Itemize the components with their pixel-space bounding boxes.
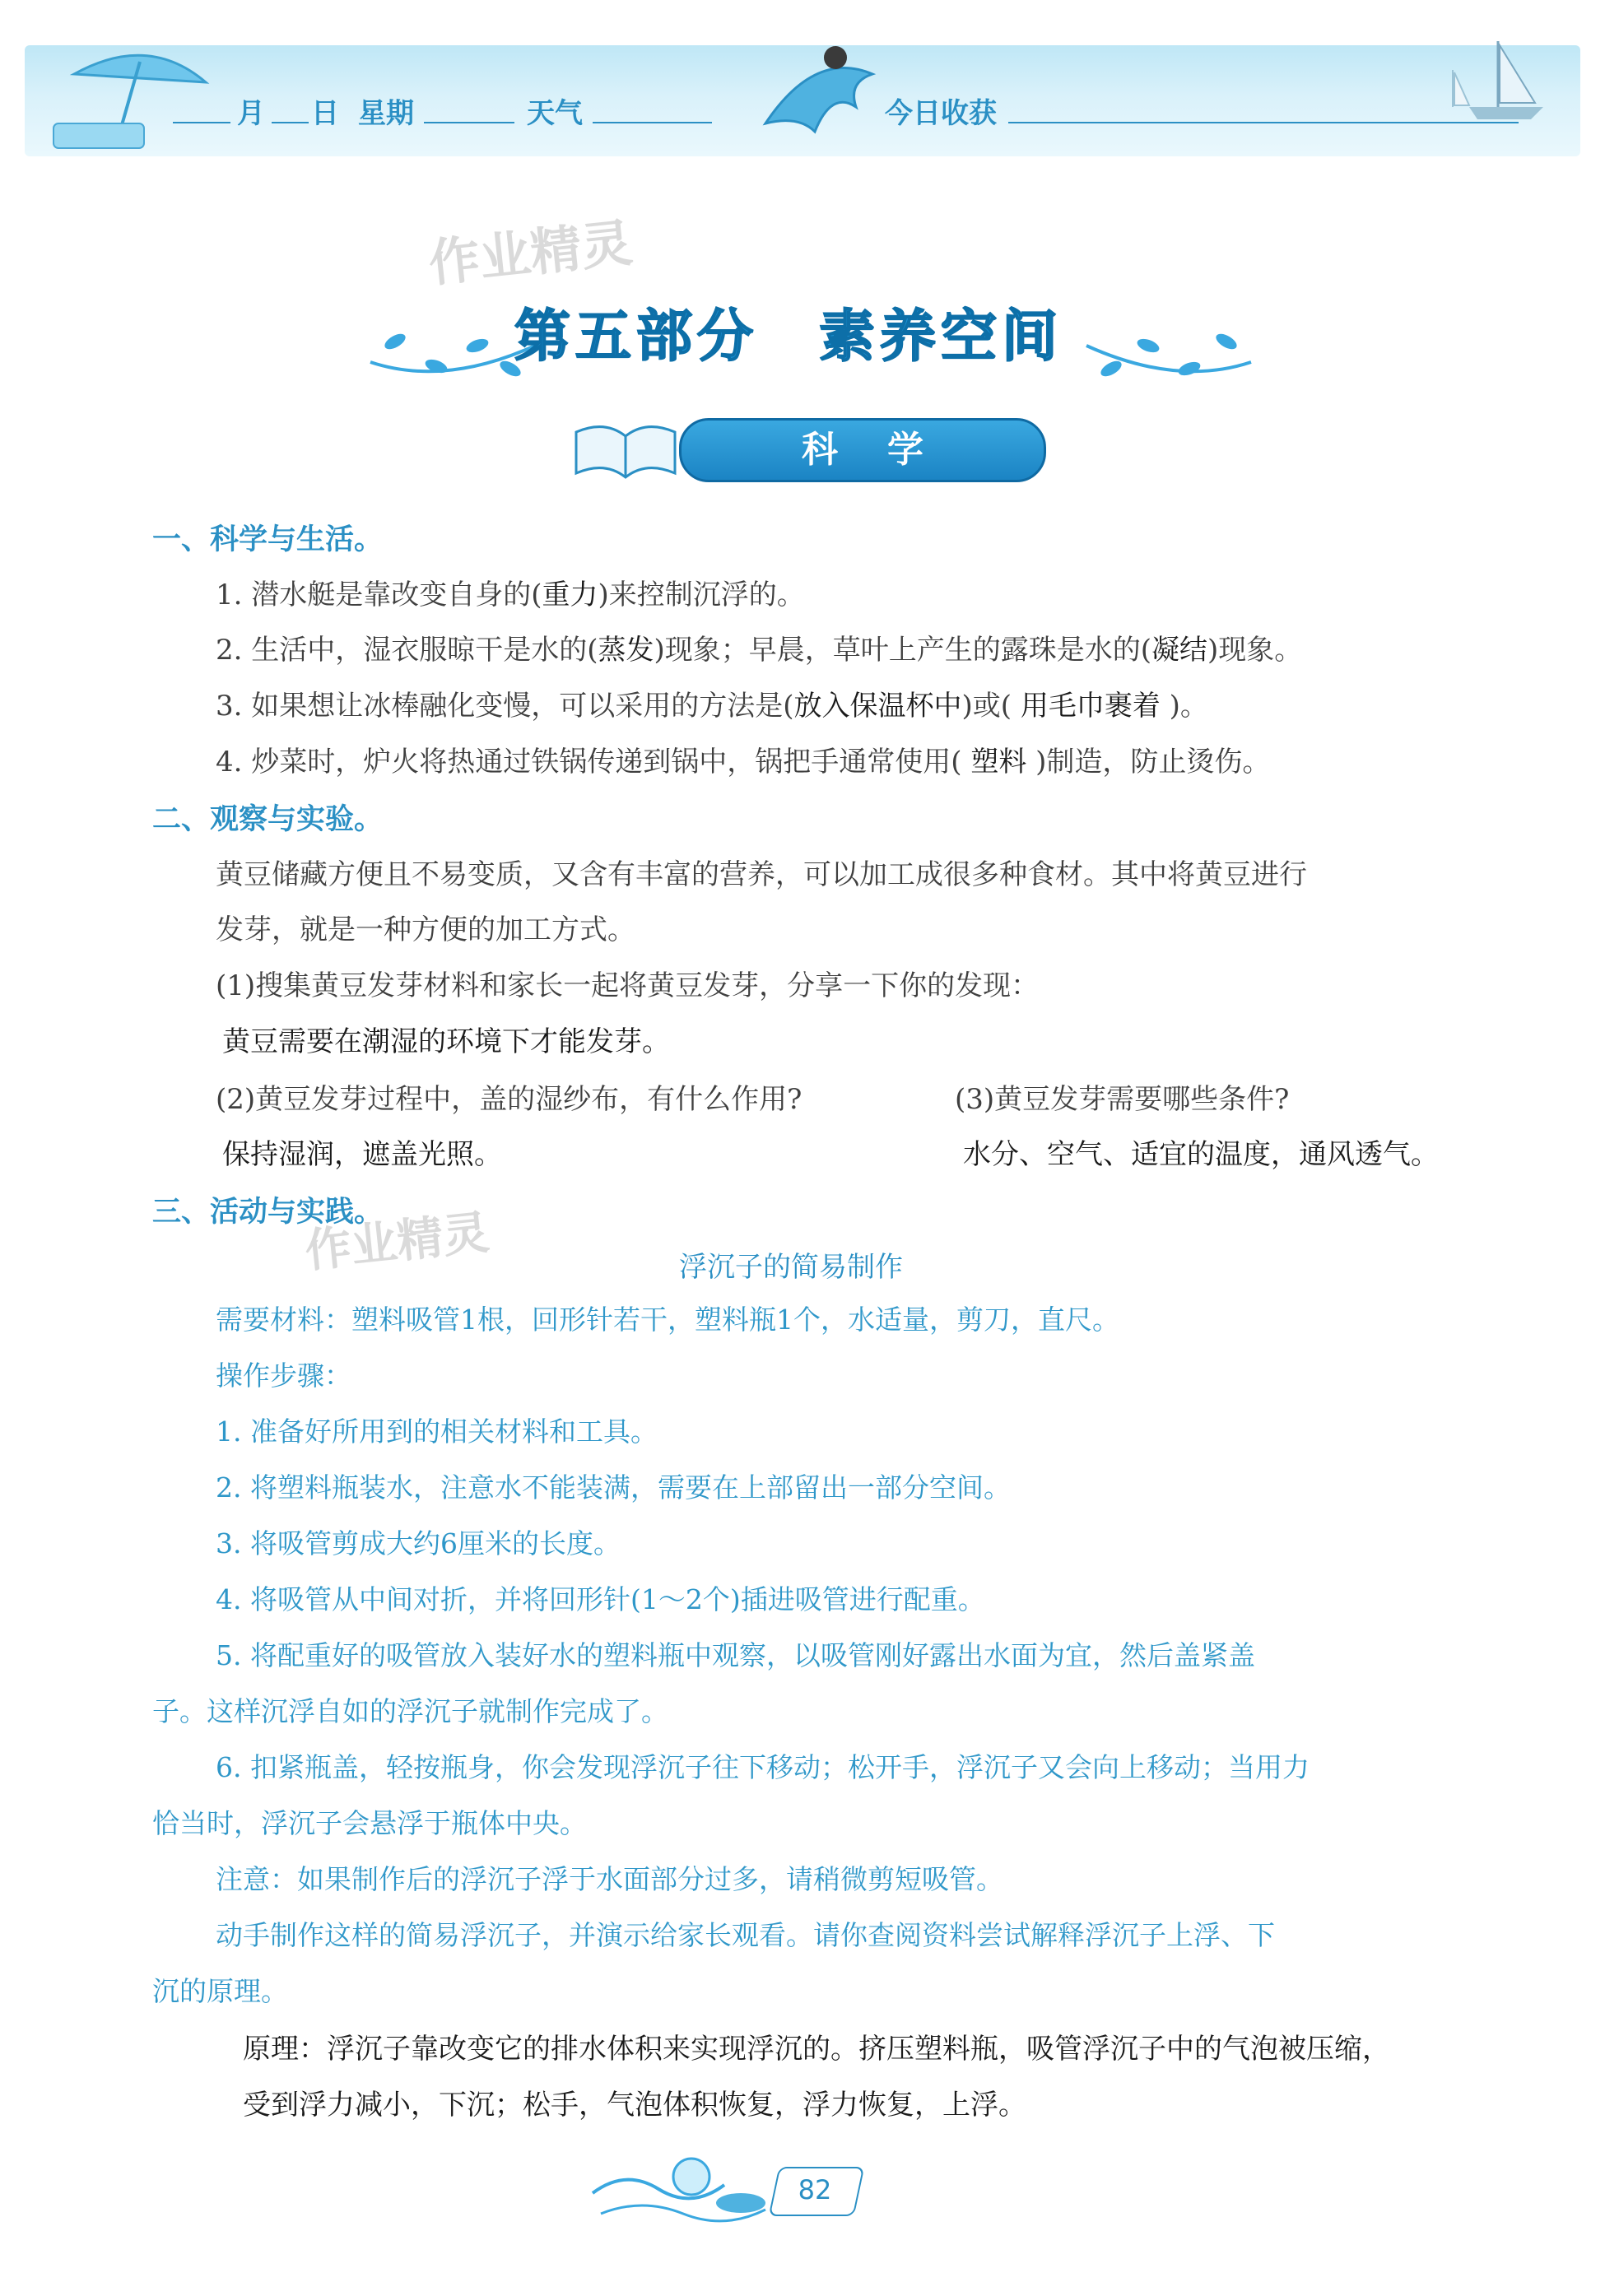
principle-answer-line2: 受到浮力减小，下沉；松手，气泡体积恢复，浮力恢复，上浮。 bbox=[243, 2089, 1026, 2122]
q2-answer-1: 蒸发 bbox=[598, 634, 654, 667]
step-3: 3. 将吸管剪成大约6厘米的长度。 bbox=[216, 1527, 621, 1559]
note-line: 注意：如果制作后的浮沉子浮于水面部分过多，请稍微剪短吸管。 bbox=[216, 1863, 1003, 1895]
gains-blank[interactable] bbox=[1008, 122, 1519, 123]
day-blank[interactable] bbox=[272, 122, 309, 123]
section2-heading: 二、观察与实验。 bbox=[152, 803, 384, 836]
page-number: 82 bbox=[798, 2174, 832, 2205]
section2-answer-1: 黄豆需要在潮湿的环境下才能发芽。 bbox=[222, 1025, 670, 1058]
section-label-science: 科学 bbox=[679, 418, 1046, 482]
step-4: 4. 将吸管从中间对折，并将回形针(1～2个)插进吸管进行配重。 bbox=[216, 1583, 985, 1615]
q3-text-end: )。 bbox=[1169, 690, 1208, 723]
q2-answer-2: 凝结 bbox=[1151, 634, 1208, 667]
section2-prompt-3: (3)黄豆发芽需要哪些条件? bbox=[955, 1083, 1290, 1116]
section3-heading: 三、活动与实践。 bbox=[152, 1196, 384, 1229]
q4-text: 4. 炒菜时，炉火将热通过铁锅传递到锅中，锅把手通常使用( bbox=[216, 746, 962, 779]
q4-text-end: )制造，防止烫伤。 bbox=[1035, 746, 1271, 779]
steps-label: 操作步骤： bbox=[216, 1359, 351, 1392]
activity-title: 浮沉子的简易制作 bbox=[679, 1251, 903, 1284]
footer-decoration bbox=[576, 2144, 782, 2234]
month-blank[interactable] bbox=[173, 122, 230, 123]
step-6-line2: 恰当时，浮沉子会悬浮于瓶体中央。 bbox=[152, 1807, 587, 1839]
month-label: 月 bbox=[237, 97, 265, 130]
sailboat-icon bbox=[1453, 41, 1543, 119]
q3-answer-2: 用毛巾裹着 bbox=[1012, 690, 1170, 723]
umbrella-icon bbox=[54, 55, 206, 148]
step-5-line2: 子。这样沉浮自如的浮沉子就制作完成了。 bbox=[152, 1695, 668, 1727]
section2-answer-2: 保持湿润，遮盖光照。 bbox=[222, 1138, 502, 1171]
principle-answer-line1: 原理：浮沉子靠改变它的排水体积来实现浮沉的。挤压塑料瓶，吸管浮沉子中的气泡被压缩， bbox=[243, 2033, 1390, 2066]
question-2 bbox=[216, 627, 1302, 667]
weather-blank[interactable] bbox=[593, 122, 712, 123]
watermark: 作业精灵 bbox=[302, 1206, 492, 1279]
dolphin-icon bbox=[765, 46, 872, 132]
section2-prompt-2: (2)黄豆发芽过程中，盖的湿纱布，有什么作用? bbox=[216, 1083, 802, 1116]
gains-label: 今日收获 bbox=[885, 97, 997, 130]
weekday-label: 星期 bbox=[358, 97, 414, 130]
q2-text-mid: )现象；早晨，草叶上产生的露珠是水的( bbox=[654, 634, 1152, 667]
step-2: 2. 将塑料瓶装水，注意水不能装满，需要在上部留出一部分空间。 bbox=[216, 1471, 1011, 1504]
q3-answer-1: 放入保温杯中 bbox=[793, 690, 962, 723]
q3-text: 3. 如果想让冰棒融化变慢，可以采用的方法是( bbox=[216, 690, 794, 723]
step-6-line1: 6. 扣紧瓶盖，轻按瓶身，你会发现浮沉子往下移动；松开手，浮沉子又会向上移动；当用力 bbox=[216, 1751, 1310, 1783]
q2-text-end: )现象。 bbox=[1207, 634, 1303, 667]
book-icon bbox=[568, 416, 683, 481]
task-line2: 沉的原理。 bbox=[152, 1975, 288, 2007]
section2-intro-line2: 发芽，就是一种方便的加工方式。 bbox=[216, 913, 635, 946]
question-3 bbox=[216, 683, 1208, 723]
q1-text-end: )来控制沉浮的。 bbox=[598, 579, 805, 611]
question-4 bbox=[216, 739, 1270, 779]
q2-text: 2. 生活中，湿衣服晾干是水的( bbox=[216, 634, 598, 667]
section2-intro-line1: 黄豆储藏方便且不易变质，又含有丰富的营养，可以加工成很多种食材。其中将黄豆进行 bbox=[216, 858, 1307, 891]
question-1 bbox=[216, 572, 805, 612]
part-title: 第五部分 素养空间 bbox=[514, 304, 1063, 369]
q1-answer: 重力 bbox=[542, 579, 598, 611]
q1-text: 1. 潜水艇是靠改变自身的( bbox=[216, 579, 542, 611]
q4-answer: 塑料 bbox=[961, 746, 1036, 779]
section1-heading: 一、科学与生活。 bbox=[152, 523, 384, 556]
section2-answer-3: 水分、空气、适宜的温度，通风透气。 bbox=[963, 1138, 1439, 1171]
section2-prompt-1: (1)搜集黄豆发芽材料和家长一起将黄豆发芽，分享一下你的发现： bbox=[216, 969, 1040, 1002]
weather-label: 天气 bbox=[527, 97, 583, 130]
task-line1: 动手制作这样的简易浮沉子，并演示给家长观看。请你查阅资料尝试解释浮沉子上浮、下 bbox=[216, 1919, 1275, 1951]
q3-text-mid: )或( bbox=[961, 690, 1012, 723]
day-label: 日 bbox=[311, 97, 339, 130]
watermark: 作业精灵 bbox=[426, 212, 635, 294]
step-5-line1: 5. 将配重好的吸管放入装好水的塑料瓶中观察，以吸管刚好露出水面为宜，然后盖紧盖 bbox=[216, 1639, 1255, 1671]
step-1: 1. 准备好所用到的相关材料和工具。 bbox=[216, 1415, 658, 1448]
materials-line: 需要材料：塑料吸管1根，回形针若干，塑料瓶1个，水适量，剪刀，直尺。 bbox=[216, 1304, 1119, 1336]
weekday-blank[interactable] bbox=[424, 122, 514, 123]
